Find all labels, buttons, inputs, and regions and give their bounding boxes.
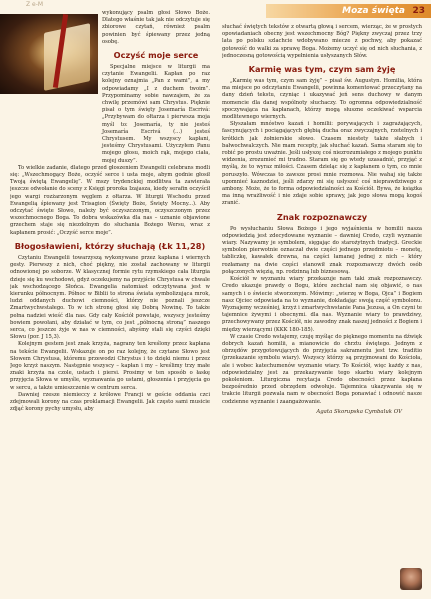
author-photo [400, 568, 422, 590]
paragraph: Specjalne miejsce w liturgii ma czytanie Ewangelii. Kapłan po raz kolejny oznajmia „Pan z wami”, a my odpowiadamy „I z duchem twoim”. Przypominamy sobie nawzajem, że za chwilę przemówi sam Chrystus. Pięknie pisał o tym święty Josemaría Escrivá: „Przybywam do ołtarza i pierwsza moja myśl to: Josemaría, ty nie jesteś Josemaría Escrivá (...) jesteś Chrystusem. My wszyscy kapłani, jesteśmy Chrystusami. Użyczyłem Panu mojego głosu, moich rąk, mojego ciała, mojej duszy”. [102, 64, 210, 164]
left-column [10, 0, 210, 599]
right-column [222, 0, 422, 599]
section-title: Moza święta [342, 6, 405, 16]
paragraph: Czytaniu Ewangelii towarzyszą wykonywane przez kapłana i wiernych gesty. Pierwszy z nich, choć piękny, nie został zachowany w liturgii odnowionej po soborze. W klasycznej formie rytu rzymskiego cała liturgia dzieje się ku wschodowi, gdyż oczekujemy na przyjście Chrystusa w chwale jak wschodzącego Słońca. Ewangelia natomiast odczytywana jest w kierunku północnym. Północ w Biblii to strona świata symbolizująca mrok, ludzi oddanych duchowi ciemności, którzy nie poznali jeszcze Zmartwychwstałego. To w ich stronę głosi się Dobrą Nowinę. To także pełna nadziei wieść dla nas. Gdy cały Kościół powstaje, wszyscy jesteśmy bowiem powołani, aby działać w tym, co jest „północną stroną” naszego serca, co jeszcze żyje w nas w ciemności, abyśmy stali się czyści dzięki Słowu (por. J 15,3). [10, 254, 210, 341]
right-intro: słuchać świętych tekstów z otwartą głową i sercem, wierząc, że w prostych opowiadaniach obecny jest wszechmocny Bóg? Piękny zwyczaj przez trzy lata po polsku szlachcie wdobywano miecze z pochwy, aby pokazać gotowość do walki za sprawę Boga. Możemy uczyć się od nich słuchania, z jednoczesną gotowością wypełnienia usłyszanych Słów. [222, 24, 422, 59]
section-heading-blogoslawieni: Błogosławieni, którzy słuchają (Łk 11,28) [14, 240, 206, 251]
paragraph: W czasie Credo wstajemy, czuję myśląc do pięknego momentu na dźwięk dobrych kazań homilii, a mianowicie do chrztu świętego. Jednym z obrzędów przygotowujących do przyjęcia sakramentu jest tzw. traditio (przekazanie symbolu wiary). Wszyscy którzy są przyjmowani do Kościoła, ale i wobec katechumenów wyznanie wiary. To Kościół, więc każdy z nas, odpowiedzialny jest za przekazywanie tego skarbu wiary kolejnym pokoleniom. Liturgiczna recytacja Credo obecności przez kapłana bezpośrednio przed obrzędem odwołuje. Tajemnica ukazywania się w trakcie liturgii pozwala nam w obecności Boga ponawiać i odnowić nasze codzienne wyznanie i zaangażowanie. [222, 333, 422, 405]
paragraph: Dawniej rzesze niemieccy z królowe Francji w geście oddania czci zdejmowali korony na czas proklamacji Ewangelii. Jak często sami musicie zdjąć korony pychy umysłu, aby [10, 391, 210, 413]
left-intro: wykonujący psalm głosi Słowo Boże. Dlatego właśnie tak jak nie odczytuje się zbiorowe czytań, również psalm powinien być śpiewany przez jedną osobę. [102, 10, 210, 45]
paragraph: Słyszałam mnóstwo kazań i homilii: porywających i zagrażających, fascynujących i pociągających głębią ducha oraz zwyczajnych, rzetelnych i krótkich jak żołnierskie słowo. Czasem niestety także słabych i bałwochwalczych. Nie mam recepty, jak słuchać kazań. Sama staram się to robić po prostu uważnie. Jeśli usłyszę coś niezrozumiałego z mojego punktu widzenia, zrozumieć mi trudno. Staram się go wtedy uzasadnić, przyjąć z myślą, że to wyraz miłości. Czasem dzieląc się z kapłanem o tym, co mnie poruszyło. Wówczas to zawsze prosi mnie rozmowa. Nie wahaj się także upomnieć kaznodziei, jeśli zdarzy mi się usłyszeć coś nieprawdziwego z ambony. Może, że to forma odpowiedzialności za Kościół. Bywa, że książka ma inną wrażliwość i nie zdaje sobie sprawy, jak jego słowa mogą kogoś zranić. [222, 121, 422, 207]
paragraph: To wielkie zadanie, dlatego przed głoszeniem Ewangelii celebrans modli się: „Wszechmogący Boże, oczyść serce i usta moje, abym godnie głosił Twoją świętą Ewangelię”. W mszy trydenckiej modlitwa ta zawierała jeszcze odwołanie do sceny z Księgi proroka Izajasza, kiedy serafin oczyścił jego wargi rozżarzonym węglem z ołtarza. W liturgii Wschodu przed Ewangelią śpiewany jest Trisagion (Święty Boże, Święty Mocny...). Aby odczytać święte Słowo, należy być oczyszczonym, oczyszczonym przez wszechmocnego Boga. To dobra wskazówka dla nas – uznanie objawione grzechem staje się niezdolnym do słuchania Bożego Wersu, wraz z kapłanem prosić: „Oczyść serce moje”. [10, 164, 210, 236]
section-heading-znak: Znak rozpoznawczy [276, 211, 368, 222]
paragraph: Po wysłuchaniu Słowa Bożego i jego wyjaśnienia w homilii nasza odpowiedzią jest zdecydowane wyznanie – dawniej Credo, czyli wyznanie wiary. Nazywamy je symbolem, sięgając do starożytnych tradycji. Greckie symbolon pierwotnie oznaczał dwie części jednego przedmiotu – monetę, tabliczkę, kawałek drewna, na części łamanej jednej z nich – który rozłamany na dwie części stanowił znak rozpoznawczy dwóch osób połączonych więzią, np. rodzinną lub biznesową. [222, 225, 422, 275]
paragraph: „Karmię was tym, czym sam żyję” – pisał św. Augustyn. Homilia, która ma miejsce po odczytaniu Ewangelii, powinna komentować przeczytany na dany dzień tekstu, czyniąc i ukazywać jeń sens duchowy w danym momencie dla danej wspólnoty słuchaczy. To ogromna odpowiedzialność spoczywająca na kapłanach, którzy mogą słuszne oczekiwać wsparcia modlitewnego wiernych. [222, 78, 422, 121]
section-heading-oczysc: Oczyść moje serce [113, 50, 199, 61]
page-number: 23 [412, 6, 425, 16]
author-signature: Agata Skorupska Cymbaluk OV [316, 408, 402, 415]
paragraph: Kościół w wyznaniu wiary przekazuje nam taki znak rozpoznawczy. Credo ukazuje prawdy o Bogu, które zechciał nam się objawić, o nas samych i o świecie stworzonym. Mówimy: „wierzę w Boga, Ojca” i Bogiem nasz Ojciec odpowiada na to wyznanie, dokładając swoją część symbolonu. Wyznajemy wcześniej, krzyż i zmartwychwstanie Pana Jezusa, a On czyni te tajemnice żywymi i obecnymi. dla nas. Wyznanie wiary to prawdziwy, przechowywany przez Kościół, nie zawodny znak naszej jedności z Bogiem i między wierzącymi (KKK 180-185). [222, 276, 422, 333]
section-heading-karmie: Karmię was tym, czym sam żyję [248, 64, 396, 75]
header-faint-label: Z e-M [26, 1, 44, 8]
paragraph: Kolejnym gestem jest znak krzyża, nagrany ten kreślony przez kapłana na tekście Ewangelii. Wskazuje on po raz kolejny, że czytane Słowo jest Słowem Chrystusa, któremu przewodzi Chrystus i to dzięki niemu i przez Jego krzyż naszym. Następnie wszyscy – kapłan i my – kreślimy trzy małe znaki krzyża na czole, ustach i piersi. Prosimy w ten sposób o łaskę przyjęcia Słowa w umyśle, wyznawania go ustami, głoszenia i przyjęcia go w sercu, a także umieszczenie w centrum serca. [10, 341, 210, 391]
